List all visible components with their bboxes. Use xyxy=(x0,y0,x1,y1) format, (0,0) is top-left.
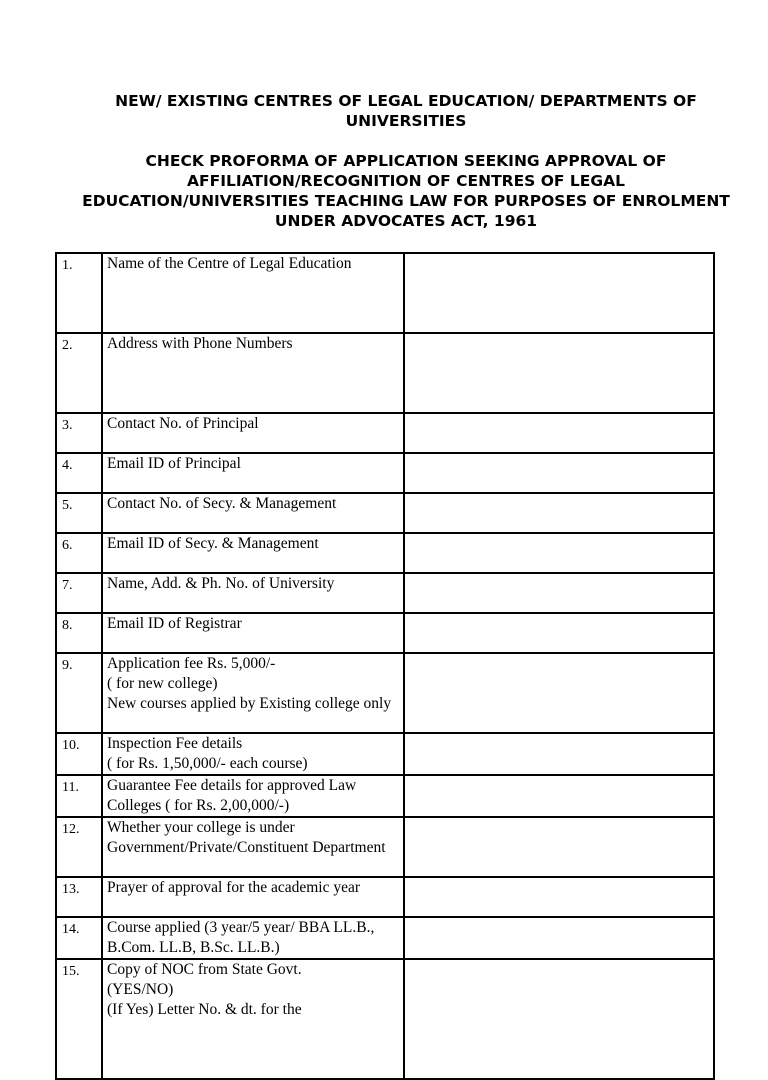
row-value-field[interactable] xyxy=(404,333,714,413)
row-label xyxy=(102,453,404,493)
row-value-field[interactable] xyxy=(404,573,714,613)
row-value-field[interactable] xyxy=(404,253,714,333)
table-row xyxy=(56,413,714,453)
row-number: 6. xyxy=(56,533,102,573)
row-label-text: Whether your college is under Government/Private/Constituent Department xyxy=(107,819,386,856)
table-row xyxy=(56,573,714,613)
row-label-text: Copy of NOC from State Govt. (YES/NO) (If Yes) Letter No. & dt. for the xyxy=(107,961,302,1018)
row-number: 1. xyxy=(56,253,102,333)
row-value-field[interactable] xyxy=(404,733,714,775)
row-label-text: Application fee Rs. 5,000/- ( for new college) New courses applied by Existing college only xyxy=(107,655,392,712)
row-value-field[interactable] xyxy=(404,959,714,1079)
row-label-text: Address with Phone Numbers xyxy=(107,335,293,352)
row-label xyxy=(102,775,404,817)
table-row xyxy=(56,733,714,775)
table-row xyxy=(56,253,714,333)
row-label xyxy=(102,493,404,533)
proforma-table-body xyxy=(56,253,714,1079)
table-row xyxy=(56,653,714,733)
row-label-text: Name, Add. & Ph. No. of University xyxy=(107,575,335,592)
row-label xyxy=(102,613,404,653)
row-number: 9. xyxy=(56,653,102,733)
document-subtitle: CHECK PROFORMA OF APPLICATION SEEKING APPROVAL OF AFFILIATION/RECOGNITION OF CENTRES OF LEGAL EDUCATION/UNIVERSITIES TEACHING LAW FOR PURPOSES OF ENROLMENT UNDER ADVOCATES ACT, 1961 xyxy=(82,152,730,230)
row-label xyxy=(102,413,404,453)
table-row xyxy=(56,453,714,493)
row-label-text: Email ID of Registrar xyxy=(107,615,242,632)
document-title: NEW/ EXISTING CENTRES OF LEGAL EDUCATION/ DEPARTMENTS OF UNIVERSITIES xyxy=(115,92,697,130)
row-number: 8. xyxy=(56,613,102,653)
table-row xyxy=(56,959,714,1079)
row-value-field[interactable] xyxy=(404,453,714,493)
table-row xyxy=(56,533,714,573)
table-row xyxy=(56,333,714,413)
row-label xyxy=(102,653,404,733)
row-value-field[interactable] xyxy=(404,533,714,573)
row-value-field[interactable] xyxy=(404,917,714,959)
row-number: 5. xyxy=(56,493,102,533)
table-row xyxy=(56,817,714,877)
row-value-field[interactable] xyxy=(404,877,714,917)
row-label-text: Email ID of Secy. & Management xyxy=(107,535,319,552)
table-row xyxy=(56,613,714,653)
row-label-text: Course applied (3 year/5 year/ BBA LL.B., B.Com. LL.B, B.Sc. LL.B.) xyxy=(107,919,375,956)
row-label-text: Contact No. of Secy. & Management xyxy=(107,495,337,512)
row-number: 10. xyxy=(56,733,102,775)
row-value-field[interactable] xyxy=(404,817,714,877)
row-label xyxy=(102,917,404,959)
row-label xyxy=(102,817,404,877)
row-value-field[interactable] xyxy=(404,775,714,817)
table-row xyxy=(56,917,714,959)
row-label-text: Contact No. of Principal xyxy=(107,415,259,432)
row-label-text: Guarantee Fee details for approved Law Colleges ( for Rs. 2,00,000/-) xyxy=(107,777,357,814)
row-label xyxy=(102,877,404,917)
table-row xyxy=(56,877,714,917)
row-value-field[interactable] xyxy=(404,653,714,733)
row-value-field[interactable] xyxy=(404,493,714,533)
row-number: 4. xyxy=(56,453,102,493)
row-label xyxy=(102,959,404,1079)
row-number: 13. xyxy=(56,877,102,917)
row-label xyxy=(102,533,404,573)
row-value-field[interactable] xyxy=(404,613,714,653)
row-label-text: Inspection Fee details ( for Rs. 1,50,000/- each course) xyxy=(107,735,308,772)
row-label-text: Prayer of approval for the academic year xyxy=(107,879,361,896)
row-number: 15. xyxy=(56,959,102,1079)
row-label-text: Email ID of Principal xyxy=(107,455,241,472)
row-number: 2. xyxy=(56,333,102,413)
row-label xyxy=(102,573,404,613)
proforma-table xyxy=(55,252,715,1080)
row-number: 12. xyxy=(56,817,102,877)
row-label xyxy=(102,333,404,413)
table-row xyxy=(56,775,714,817)
row-number: 3. xyxy=(56,413,102,453)
row-label-text: Name of the Centre of Legal Education xyxy=(107,255,352,272)
row-value-field[interactable] xyxy=(404,413,714,453)
row-label xyxy=(102,253,404,333)
table-row xyxy=(56,493,714,533)
row-number: 7. xyxy=(56,573,102,613)
row-number: 14. xyxy=(56,917,102,959)
row-label xyxy=(102,733,404,775)
row-number: 11. xyxy=(56,775,102,817)
